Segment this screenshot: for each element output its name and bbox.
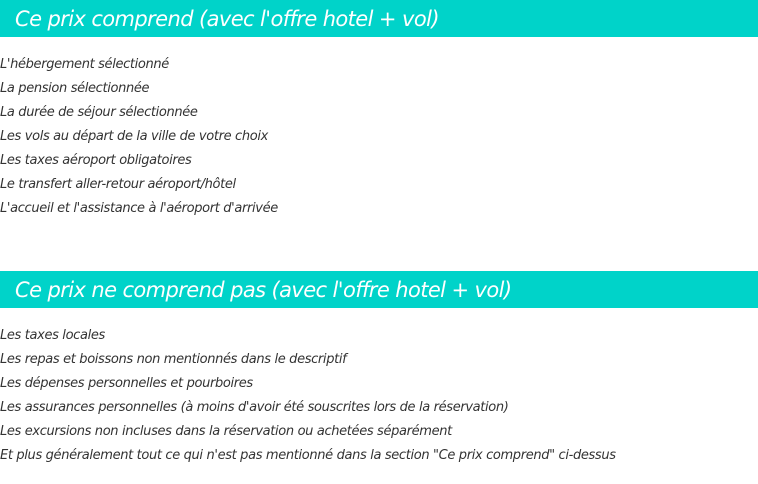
list-item: L'accueil et l'assistance à l'aéroport d'arrivée <box>0 201 278 216</box>
price-excludes-list <box>0 324 758 468</box>
list-item: Les vols au départ de la ville de votre choix <box>0 129 268 144</box>
list-item: Et plus généralement tout ce qui n'est pas mentionné dans la section "Ce prix comprend" ci-dessus <box>0 448 616 463</box>
list-item: La pension sélectionnée <box>0 81 150 96</box>
price-includes-section <box>0 0 758 221</box>
list-item: Les dépenses personnelles et pourboires <box>0 376 253 391</box>
list-item: Les assurances personnelles (à moins d'avoir été souscrites lors de la réservation) <box>0 400 509 415</box>
price-excludes-section <box>0 271 758 468</box>
list-item: La durée de séjour sélectionnée <box>0 105 198 120</box>
list-item: L'hébergement sélectionné <box>0 57 169 72</box>
list-item: Les excursions non incluses dans la réservation ou achetées séparément <box>0 424 452 439</box>
list-item: Les repas et boissons non mentionnés dans le descriptif <box>0 352 347 367</box>
list-item: Les taxes locales <box>0 328 105 343</box>
list-item: Les taxes aéroport obligatoires <box>0 153 192 168</box>
price-excludes-heading: Ce prix ne comprend pas (avec l'offre hotel + vol) <box>0 271 758 308</box>
price-includes-list <box>0 53 758 221</box>
list-item: Le transfert aller-retour aéroport/hôtel <box>0 177 236 192</box>
price-includes-heading: Ce prix comprend (avec l'offre hotel + vol) <box>0 0 758 37</box>
